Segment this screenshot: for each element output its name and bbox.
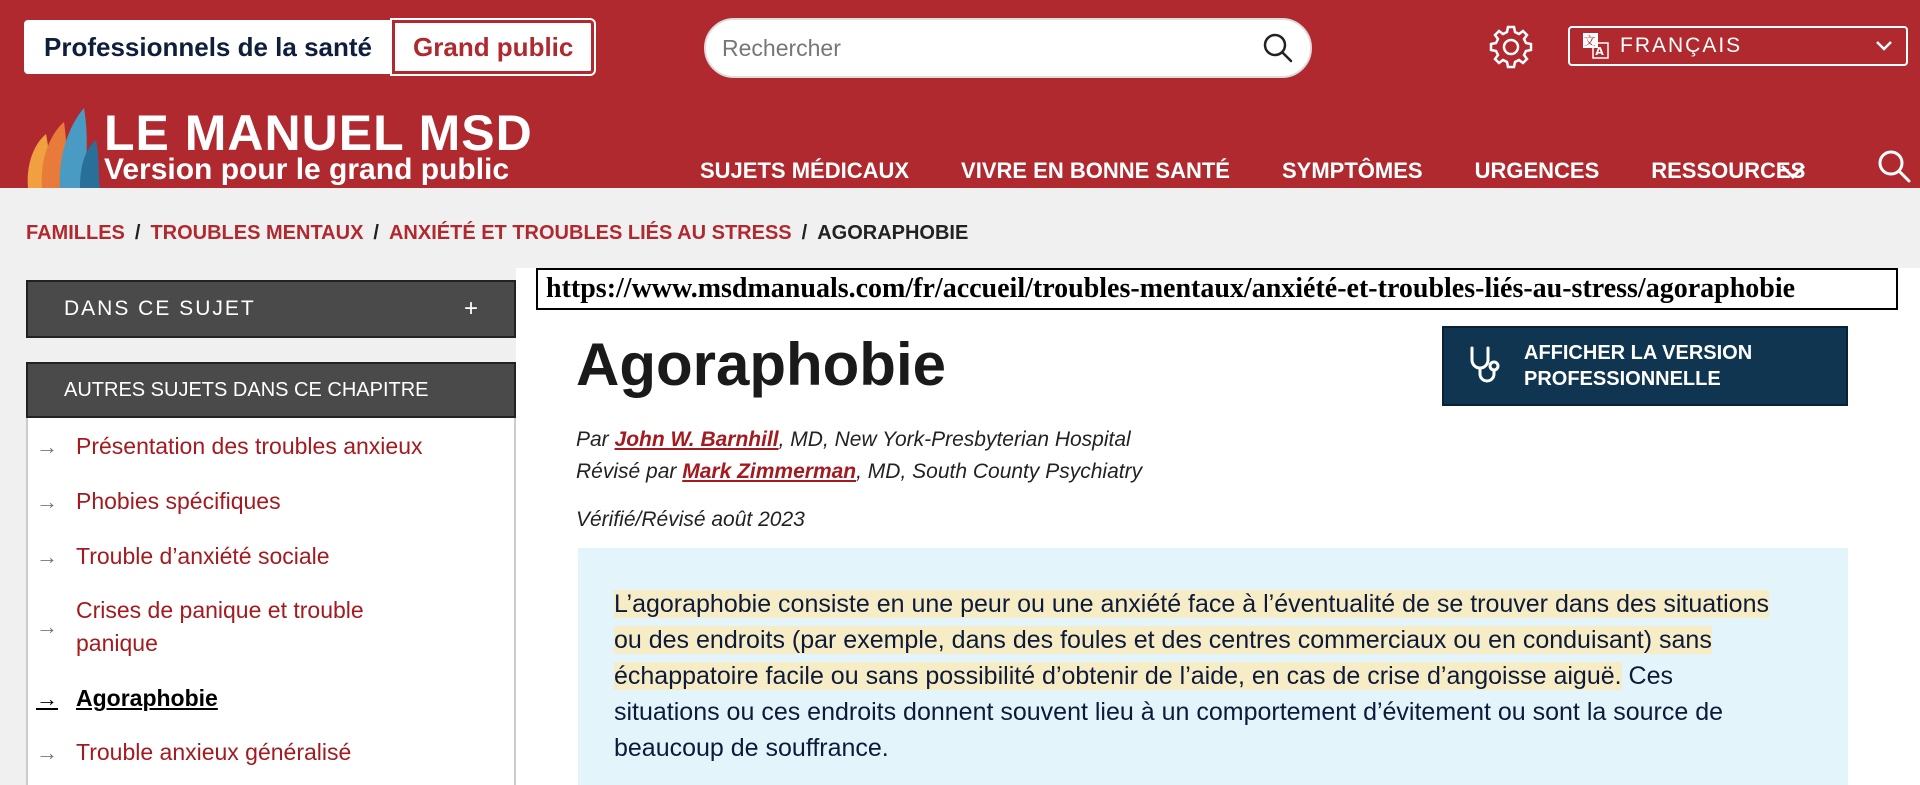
arrow-right-icon: → (36, 614, 58, 639)
professional-version-label: AFFICHER LA VERSION PROFESSIONNELLE (1524, 342, 1753, 390)
arrow-right-icon: → (36, 686, 58, 711)
summary-highlight: L’agoraphobie consiste en une peur ou une anxiété face à l’éventualité de se trouver dans des situations ou des endroits (par exemple, dans des foules et des centres commerciaux ou en conduisant) sans échappatoire facile ou sans possibilité d’obtenir de l’aide, en cas de crise d’angoisse aiguë. (614, 590, 1769, 690)
summary-rest: Ces situations ou ces endroits donnent souvent lieu à un comportement d’évitement ou sont la source de beaucoup de souffrance. (614, 662, 1724, 762)
nav-item-symptomes[interactable]: SYMPTÔMES (1281, 158, 1423, 183)
url-banner: https://www.msdmanuals.com/fr/accueil/troubles-mentaux/anxiété-et-troubles-liés-au-stress/agoraphobie (536, 268, 1898, 310)
breadcrumb-familles[interactable]: FAMILLES (26, 222, 125, 244)
sidebar-item-agoraphobie[interactable] (36, 682, 218, 715)
sidebar-item-label: Trouble d’anxiété sociale (76, 543, 330, 569)
in-topic-toggle[interactable] (26, 280, 516, 338)
page-title: Agoraphobie (576, 331, 946, 398)
sidebar-item-label: Trouble anxieux généralisé (76, 739, 352, 765)
brand-subtitle: Version pour le grand public (104, 153, 510, 186)
reviewer-prefix: Révisé par (576, 460, 677, 483)
breadcrumb-current: AGORAPHOBIE (817, 222, 969, 244)
breadcrumb-separator: / (134, 222, 141, 244)
breadcrumb (26, 222, 968, 245)
plus-icon: + (463, 295, 478, 322)
author-link[interactable]: John W. Barnhill (614, 428, 779, 451)
breadcrumb-troubles-mentaux[interactable]: TROUBLES MENTAUX (150, 222, 364, 244)
nav-item-ressources[interactable]: RESSOURCES (1651, 158, 1806, 183)
search-bar (704, 18, 1312, 78)
nav-item-urgences[interactable]: URGENCES (1474, 158, 1600, 183)
breadcrumb-separator: / (801, 222, 808, 244)
search-icon[interactable] (1262, 32, 1294, 64)
chapter-topics-header (26, 362, 516, 418)
reviewer-affiliation: , MD, South County Psychiatry (856, 460, 1143, 483)
audience-switch (24, 20, 594, 74)
brand-title[interactable]: LE MANUEL MSD (104, 105, 533, 161)
language-label: FRANÇAIS (1620, 34, 1743, 57)
professional-version-button[interactable] (1442, 326, 1848, 406)
arrow-right-icon: → (36, 544, 58, 569)
breadcrumb-separator: / (373, 222, 379, 244)
sidebar-item-anxiete-sociale[interactable] (36, 540, 330, 573)
nav-more-chevron-icon[interactable] (1778, 160, 1808, 184)
arrow-right-icon: → (36, 489, 58, 514)
review-date: Vérifié/Révisé août 2023 (576, 508, 805, 531)
svg-text:文: 文 (1583, 34, 1598, 48)
reviewer-line (576, 460, 1142, 484)
translate-icon (1582, 32, 1610, 60)
nav-search-icon[interactable] (1876, 148, 1912, 184)
msd-logo-icon[interactable] (24, 104, 104, 188)
chevron-down-icon (1874, 39, 1894, 53)
stethoscope-icon (1464, 344, 1504, 388)
arrow-right-icon: → (36, 740, 58, 765)
search-input[interactable] (722, 35, 1262, 62)
gear-icon[interactable] (1488, 24, 1534, 70)
reviewer-link[interactable]: Mark Zimmerman (682, 460, 857, 483)
sidebar-item-anxieux-generalise[interactable] (36, 736, 351, 769)
author-line (576, 428, 1131, 452)
author-affiliation: , MD, New York-Presbyterian Hospital (778, 428, 1131, 451)
sidebar-item-phobies[interactable] (36, 485, 281, 518)
sidebar-item-presentation[interactable] (36, 430, 423, 463)
sidebar-item-label: Phobies spécifiques (76, 488, 281, 514)
chapter-topics-label: AUTRES SUJETS DANS CE CHAPITRE (64, 378, 429, 401)
arrow-right-icon: → (36, 434, 58, 459)
language-select[interactable] (1568, 26, 1908, 66)
breadcrumb-anxiete[interactable]: ANXIÉTÉ ET TROUBLES LIÉS AU STRESS (388, 222, 792, 244)
audience-public-button[interactable]: Grand public (392, 20, 594, 74)
audience-pro-button[interactable]: Professionnels de la santé (24, 20, 392, 74)
nav-item-sujets-medicaux[interactable]: SUJETS MÉDICAUX (700, 158, 910, 183)
main-nav (700, 158, 1857, 184)
svg-text:A: A (1595, 45, 1606, 58)
author-prefix: Par (576, 428, 609, 451)
summary-text (614, 586, 1784, 766)
nav-item-vivre-en-bonne-sante[interactable]: VIVRE EN BONNE SANTÉ (961, 158, 1230, 183)
in-topic-label: DANS CE SUJET (64, 297, 256, 320)
sidebar-item-label: Agoraphobie (76, 685, 218, 711)
sidebar-item-label: Présentation des troubles anxieux (76, 433, 423, 459)
sidebar-item-label: Crises de panique et trouble panique (76, 597, 364, 656)
sidebar-item-panique[interactable] (36, 594, 436, 660)
